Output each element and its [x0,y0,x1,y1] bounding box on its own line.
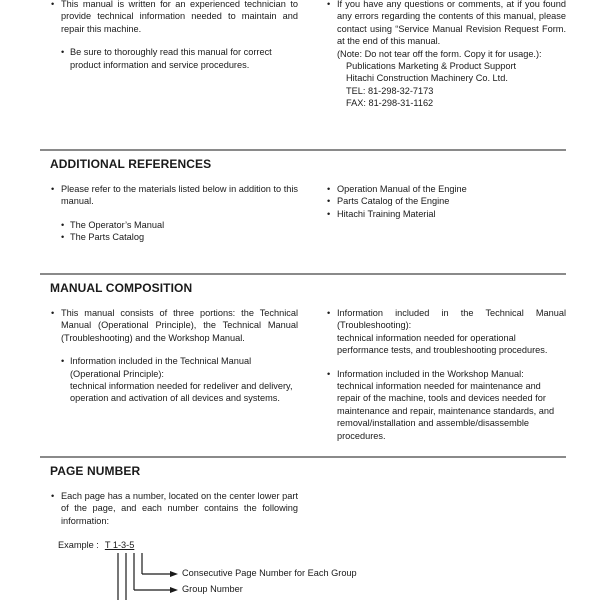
arrow-right-icon [170,587,178,593]
composition-sub-body: technical information needed for redeliver and delivery, operation and activation of all devices and systems. [70,381,293,404]
reference-item: • The Parts Catalog [50,231,298,243]
contact-dept: Publications Marketing & Product Support [346,61,517,72]
additional-references-heading: ADDITIONAL REFERENCES [50,157,212,171]
reference-item: • Parts Catalog of the Engine [326,195,566,207]
references-bullet: • Please refer to the materials listed below in addition to this manual. [50,183,298,208]
workshop-title: • Information included in the Workshop Manual: [326,368,566,380]
example-code: T 1-3-5 [104,540,135,550]
feedback-bullet: • If you have any questions or comments, at if you found any errors regarding the contents of this manual, please contact using “Service Manual Revision Request Form. at the end of this manual. [326,0,566,48]
contact-tel: TEL: 81-298-32-7173 [346,85,434,96]
contact-company: Hitachi Construction Machinery Co. Ltd. [346,73,508,84]
reference-item: • Hitachi Training Material [326,208,566,220]
group-number-label: Group Number [182,584,243,594]
example-label: Example : [58,540,99,550]
troubleshooting-body: technical information needed for operational performance tests, and troubleshooting procedures. [337,332,548,356]
intro-sub-bullet: • Be sure to thoroughly read this manual for correct product information and service procedures. [50,46,298,71]
workshop-body: technical information needed for maintenance and repair of the machine, tools and devices needed for maintenance and repair, maintenance standards, and removal/installation and assemble/disassemble procedures. [337,381,555,441]
reference-item: • Operation Manual of the Engine [326,183,566,195]
intro-bullet: • This manual is written for an experienced technician to provide technical information needed to maintain and repair this machine. [50,0,298,35]
manual-composition-heading: MANUAL COMPOSITION [50,281,193,295]
composition-bullet: • This manual consists of three portions: the Technical Manual (Operational Principle), the Technical Manual (Troubleshooting) and the Workshop Manual. [50,307,298,344]
consecutive-page-label: Consecutive Page Number for Each Group [182,568,357,578]
page-number-bullet: • Each page has a number, located on the center lower part of the page, and each number contains the following information: [50,490,298,527]
contact-fax: FAX: 81-298-31-1162 [346,98,434,109]
feedback-note: (Note: Do not tear off the form. Copy it for usage.): [337,48,542,59]
arrow-right-icon [170,571,178,577]
page-number-heading: PAGE NUMBER [50,464,141,478]
composition-sub-title: • Information included in the Technical Manual (Operational Principle): [50,355,298,380]
troubleshooting-title: • Information included in the Technical Manual (Troubleshooting): [326,307,566,332]
reference-item: • The Operator’s Manual [50,219,298,231]
